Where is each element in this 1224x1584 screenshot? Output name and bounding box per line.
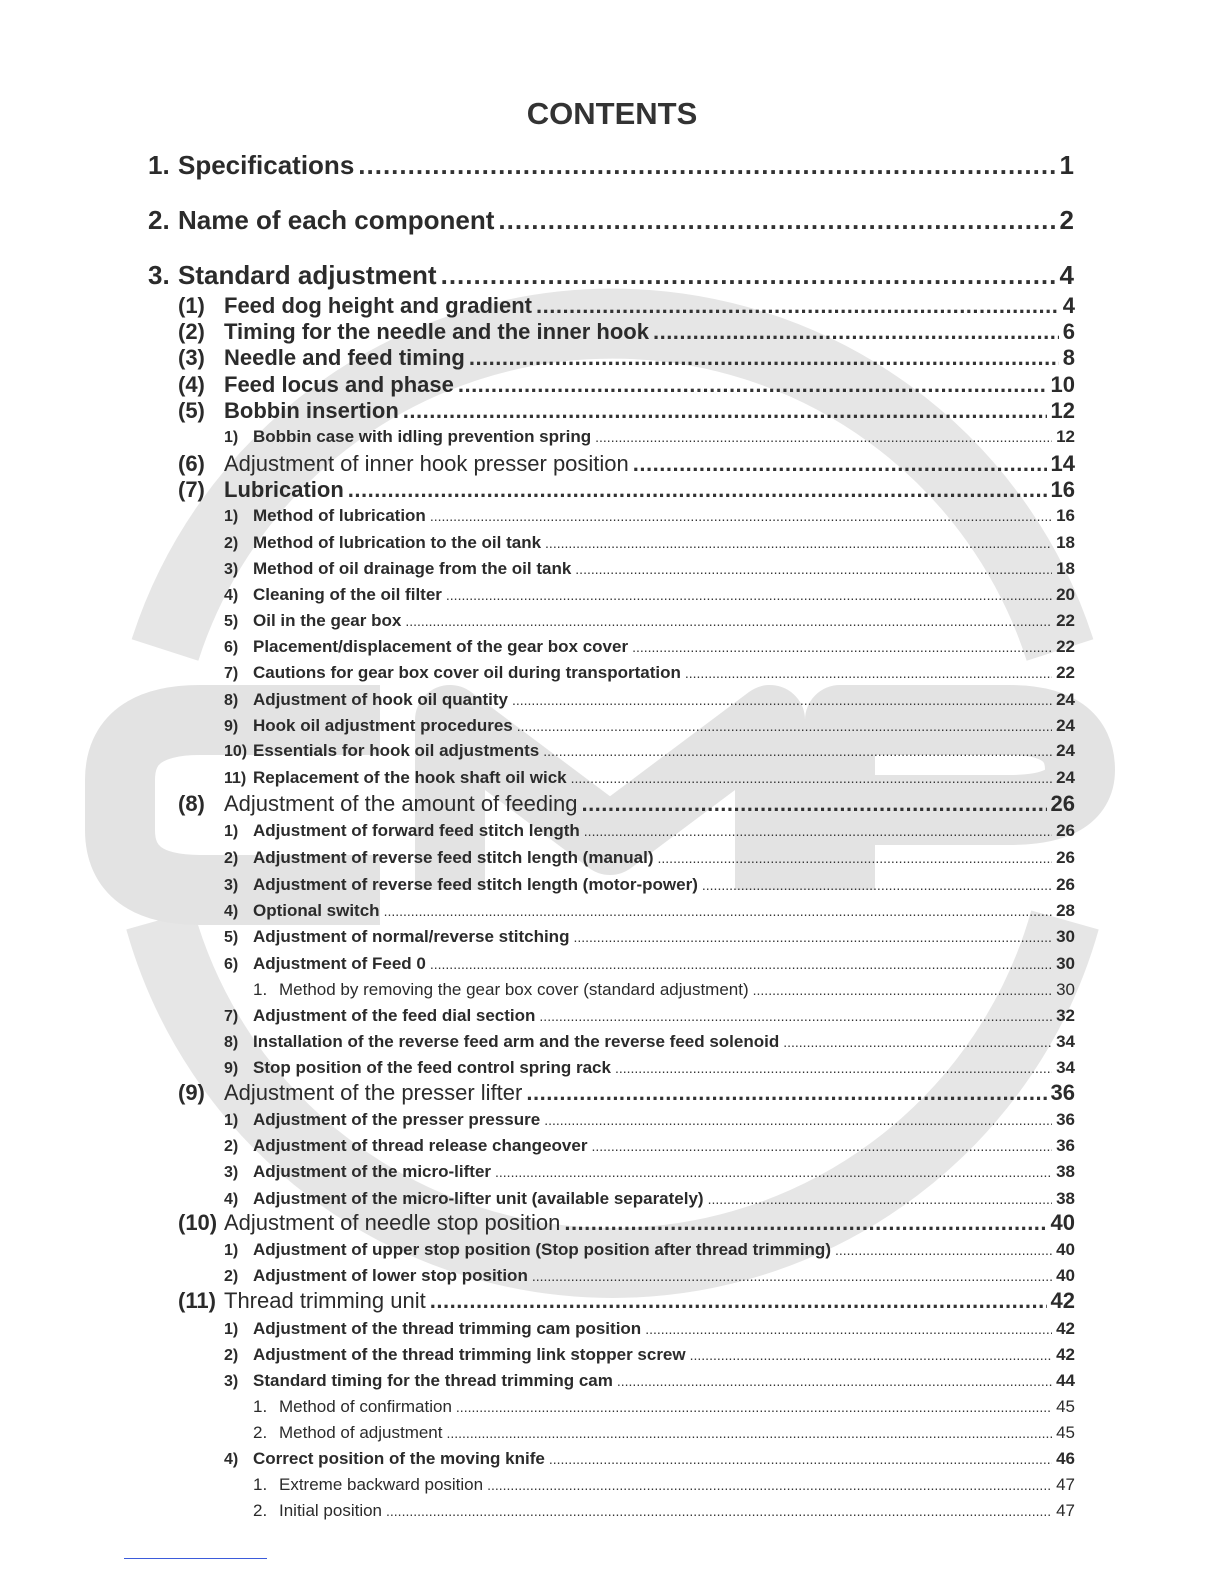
dot-leader bbox=[575, 561, 1052, 577]
toc-entry[interactable] bbox=[224, 1136, 1075, 1156]
toc-entry-number: 1) bbox=[224, 1112, 239, 1129]
dot-leader bbox=[430, 956, 1052, 972]
toc-entry-page-number: 24 bbox=[1056, 716, 1075, 735]
toc-entry-number: (7) bbox=[178, 477, 205, 502]
toc-entry[interactable] bbox=[224, 585, 1075, 605]
dot-leader bbox=[446, 587, 1052, 603]
toc-entry-label: Hook oil adjustment procedures bbox=[253, 716, 513, 735]
toc-entry-page-number: 32 bbox=[1056, 1006, 1075, 1025]
toc-entry-number: (8) bbox=[178, 791, 205, 816]
dot-leader bbox=[441, 260, 1056, 291]
toc-entry-label: Adjustment of the micro-lifter bbox=[253, 1162, 492, 1181]
toc-entry-page-number: 40 bbox=[1050, 1210, 1075, 1235]
toc-entry[interactable] bbox=[224, 637, 1075, 657]
toc-entry-page-number: 22 bbox=[1056, 637, 1075, 656]
toc-entry-page-number: 38 bbox=[1056, 1162, 1075, 1181]
toc-entry-label: Method of lubrication to the oil tank bbox=[253, 533, 542, 552]
toc-entry-page-number: 45 bbox=[1056, 1423, 1075, 1442]
toc-entry-page-number: 24 bbox=[1056, 768, 1075, 787]
dot-leader bbox=[495, 1164, 1052, 1180]
toc-entry[interactable] bbox=[224, 1058, 1075, 1078]
toc-entry-label: Adjustment of normal/reverse stitching bbox=[253, 927, 570, 946]
toc-entry-label: Adjustment of the presser lifter bbox=[224, 1080, 523, 1105]
dot-leader bbox=[685, 665, 1052, 681]
toc-entry-label: Adjustment of Feed 0 bbox=[253, 954, 426, 973]
toc-entry-page-number: 22 bbox=[1056, 611, 1075, 630]
toc-entry-label: Stop position of the feed control spring rack bbox=[253, 1058, 611, 1077]
toc-entry-page-number: 24 bbox=[1056, 690, 1075, 709]
toc-entry-page-number: 42 bbox=[1050, 1288, 1075, 1313]
toc-entry[interactable] bbox=[253, 1475, 1075, 1495]
toc-entry-page-number: 38 bbox=[1056, 1189, 1075, 1208]
toc-entry-label: Adjustment of the thread trimming link stopper screw bbox=[253, 1345, 686, 1364]
toc-entry-number: 4) bbox=[224, 1191, 239, 1208]
toc-entry-number: 2) bbox=[224, 1268, 239, 1285]
toc-entry-page-number: 26 bbox=[1050, 791, 1075, 816]
toc-entry[interactable] bbox=[224, 1189, 1075, 1209]
dot-leader bbox=[539, 1008, 1052, 1024]
toc-entry-page-number: 28 bbox=[1056, 901, 1075, 920]
toc-entry-number: 3) bbox=[224, 1373, 239, 1390]
toc-entry-label: Adjustment of lower stop position bbox=[253, 1266, 528, 1285]
toc-entry-page-number: 36 bbox=[1050, 1080, 1075, 1105]
toc-entry[interactable] bbox=[178, 1288, 1075, 1314]
dot-leader bbox=[615, 1060, 1052, 1076]
dot-leader bbox=[595, 429, 1052, 445]
toc-entry-number: 2) bbox=[224, 535, 239, 552]
toc-entry-label: Method of oil drainage from the oil tank bbox=[253, 559, 572, 578]
toc-entry-label: Adjustment of inner hook presser position bbox=[224, 451, 629, 476]
toc-entry-page-number: 40 bbox=[1056, 1266, 1075, 1285]
toc-entry-label: Initial position bbox=[279, 1501, 383, 1520]
toc-entry-label: Bobbin insertion bbox=[224, 398, 399, 423]
toc-entry[interactable] bbox=[224, 848, 1075, 868]
toc-entry-page-number: 1 bbox=[1059, 150, 1074, 180]
toc-entry-label: Method of confirmation bbox=[279, 1397, 452, 1416]
dot-leader bbox=[753, 982, 1052, 998]
toc-entry[interactable] bbox=[224, 1266, 1075, 1286]
dot-leader bbox=[653, 319, 1059, 345]
toc-entry-label: Adjustment of reverse feed stitch length (motor-power) bbox=[253, 875, 698, 894]
toc-entry[interactable] bbox=[224, 1110, 1075, 1130]
toc-entry-label: Adjustment of needle stop position bbox=[224, 1210, 561, 1235]
dot-leader bbox=[386, 1503, 1052, 1519]
toc-entry-label: Essentials for hook oil adjustments bbox=[253, 741, 540, 760]
dot-leader bbox=[526, 1080, 1046, 1106]
toc-entry-number: 4) bbox=[224, 1451, 239, 1468]
toc-entry[interactable] bbox=[224, 1449, 1075, 1469]
dot-leader bbox=[581, 791, 1046, 817]
toc-entry-page-number: 26 bbox=[1056, 875, 1075, 894]
toc-entry[interactable] bbox=[224, 1371, 1075, 1391]
toc-entry[interactable] bbox=[224, 1162, 1075, 1182]
toc-entry-number: (3) bbox=[178, 345, 205, 370]
toc-entry-label: Standard adjustment bbox=[178, 260, 437, 290]
toc-entry-number: (4) bbox=[178, 372, 205, 397]
toc-entry-number: 3) bbox=[224, 561, 239, 578]
dot-leader bbox=[564, 1210, 1046, 1236]
toc-entry-label: Adjustment of the feed dial section bbox=[253, 1006, 536, 1025]
toc-entry[interactable] bbox=[224, 506, 1075, 526]
dot-leader bbox=[498, 205, 1055, 236]
toc-entry-number: 3) bbox=[224, 877, 239, 894]
toc-entry-label: Adjustment of the amount of feeding bbox=[224, 791, 578, 816]
toc-entry-number: 6) bbox=[224, 956, 239, 973]
toc-entry-page-number: 47 bbox=[1056, 1475, 1075, 1494]
dot-leader bbox=[573, 929, 1052, 945]
toc-entry-number: 5) bbox=[224, 613, 239, 630]
toc-entry-page-number: 36 bbox=[1056, 1136, 1075, 1155]
toc-entry[interactable] bbox=[224, 663, 1075, 683]
toc-entry[interactable] bbox=[224, 901, 1075, 921]
toc-entry[interactable] bbox=[253, 980, 1075, 1000]
toc-entry-number: 6) bbox=[224, 639, 239, 656]
toc-entry[interactable] bbox=[253, 1397, 1075, 1417]
toc-entry[interactable] bbox=[178, 1080, 1075, 1106]
toc-entry-label: Adjustment of upper stop position (Stop position after thread trimming) bbox=[253, 1240, 831, 1259]
toc-entry[interactable] bbox=[148, 260, 1074, 291]
toc-entry-label: Adjustment of thread release changeover bbox=[253, 1136, 588, 1155]
dot-leader bbox=[469, 345, 1059, 371]
toc-entry-label: Placement/displacement of the gear box cover bbox=[253, 637, 629, 656]
toc-entry-page-number: 47 bbox=[1056, 1501, 1075, 1520]
dot-leader bbox=[456, 1399, 1052, 1415]
toc-entry-page-number: 24 bbox=[1056, 741, 1075, 760]
toc-entry-label: Adjustment of reverse feed stitch length (manual) bbox=[253, 848, 654, 867]
toc-entry-label: Adjustment of forward feed stitch length bbox=[253, 821, 580, 840]
dot-leader bbox=[708, 1191, 1052, 1207]
toc-entry-number: 1) bbox=[224, 429, 239, 446]
toc-entry-label: Cautions for gear box cover oil during transportation bbox=[253, 663, 681, 682]
dot-leader bbox=[430, 508, 1052, 524]
toc-entry-page-number: 34 bbox=[1056, 1032, 1075, 1051]
toc-entry-page-number: 4 bbox=[1062, 293, 1075, 318]
toc-entry-number: (5) bbox=[178, 398, 205, 423]
toc-entry-number: 1) bbox=[224, 1321, 239, 1338]
dot-leader bbox=[549, 1451, 1052, 1467]
toc-entry-number: 1. bbox=[253, 980, 268, 999]
dot-leader bbox=[403, 398, 1047, 424]
toc-entry[interactable] bbox=[253, 1501, 1075, 1521]
toc-entry[interactable] bbox=[178, 319, 1075, 345]
dot-leader bbox=[645, 1321, 1052, 1337]
toc-entry-label: Replacement of the hook shaft oil wick bbox=[253, 768, 567, 787]
toc-entry[interactable] bbox=[224, 1032, 1075, 1052]
toc-entry-number: 1) bbox=[224, 1242, 239, 1259]
toc-entry[interactable] bbox=[224, 559, 1075, 579]
toc-entry-number: (10) bbox=[178, 1210, 218, 1235]
toc-entry-page-number: 44 bbox=[1056, 1371, 1075, 1390]
toc-entry-number: 2) bbox=[224, 1138, 239, 1155]
toc-entry-page-number: 18 bbox=[1056, 559, 1075, 578]
toc-entry-page-number: 2 bbox=[1059, 205, 1074, 235]
toc-entry-number: 1. bbox=[253, 1397, 268, 1416]
toc-entry-page-number: 42 bbox=[1056, 1345, 1075, 1364]
dot-leader bbox=[358, 150, 1055, 181]
toc-entry-page-number: 46 bbox=[1056, 1449, 1075, 1468]
dot-leader bbox=[458, 372, 1047, 398]
toc-entry-label: Method by removing the gear box cover (standard adjustment) bbox=[279, 980, 749, 999]
toc-entry-page-number: 36 bbox=[1056, 1110, 1075, 1129]
toc-entry-label: Adjustment of the presser pressure bbox=[253, 1110, 541, 1129]
toc-entry-page-number: 34 bbox=[1056, 1058, 1075, 1077]
dot-leader bbox=[532, 1268, 1052, 1284]
toc-entry-label: Adjustment of hook oil quantity bbox=[253, 690, 508, 709]
toc-entry[interactable] bbox=[224, 690, 1075, 710]
toc-entry-label: Bobbin case with idling prevention spring bbox=[253, 427, 592, 446]
toc-entry-label: Standard timing for the thread trimming cam bbox=[253, 1371, 613, 1390]
dot-leader bbox=[487, 1477, 1052, 1493]
toc-entry-number: 1. bbox=[253, 1475, 268, 1494]
dot-leader bbox=[446, 1425, 1052, 1441]
toc-entry-label: Specifications bbox=[178, 150, 355, 180]
dot-leader bbox=[512, 692, 1052, 708]
toc-entry[interactable] bbox=[224, 611, 1075, 631]
toc-entry-label: Adjustment of the thread trimming cam position bbox=[253, 1319, 642, 1338]
toc-entry[interactable] bbox=[224, 716, 1075, 736]
toc-entry-page-number: 30 bbox=[1056, 954, 1075, 973]
dot-leader bbox=[835, 1242, 1052, 1258]
toc-entry-label: Needle and feed timing bbox=[224, 345, 465, 370]
dot-leader bbox=[517, 718, 1052, 734]
dot-leader bbox=[543, 743, 1052, 759]
dot-leader bbox=[430, 1288, 1047, 1314]
toc-entry-number: (1) bbox=[178, 293, 205, 318]
toc-entry[interactable] bbox=[224, 1319, 1075, 1339]
toc-entry-label: Extreme backward position bbox=[279, 1475, 484, 1494]
toc-entry-label: Cleaning of the oil filter bbox=[253, 585, 442, 604]
toc-entry-number: 5) bbox=[224, 929, 239, 946]
toc-entry[interactable] bbox=[224, 1006, 1075, 1026]
toc-entry-number: 2. bbox=[253, 1501, 268, 1520]
toc-entry[interactable] bbox=[178, 398, 1075, 424]
toc-entry-number: (11) bbox=[178, 1288, 216, 1313]
toc-entry-number: 1) bbox=[224, 508, 239, 525]
toc-entry-page-number: 10 bbox=[1050, 372, 1075, 397]
toc-entry-number: (6) bbox=[178, 451, 205, 476]
toc-entry[interactable] bbox=[148, 150, 1074, 181]
toc-entry-number: 2. bbox=[253, 1423, 268, 1442]
toc-entry-page-number: 26 bbox=[1056, 848, 1075, 867]
dot-leader bbox=[545, 535, 1052, 551]
dot-leader bbox=[571, 770, 1052, 786]
dot-leader bbox=[348, 477, 1047, 503]
toc-entry-number: 2) bbox=[224, 1347, 239, 1364]
toc-entry-number: 11) bbox=[224, 770, 247, 787]
toc-entry[interactable] bbox=[178, 477, 1075, 503]
toc-entry[interactable] bbox=[224, 954, 1075, 974]
toc-entry[interactable] bbox=[224, 533, 1075, 553]
dot-leader bbox=[702, 877, 1052, 893]
toc-entry[interactable] bbox=[224, 768, 1075, 788]
toc-entry-label: Timing for the needle and the inner hook bbox=[224, 319, 649, 344]
toc-entry-page-number: 8 bbox=[1062, 345, 1075, 370]
dot-leader bbox=[591, 1138, 1052, 1154]
toc-entry[interactable] bbox=[253, 1423, 1075, 1443]
toc-entry[interactable] bbox=[178, 791, 1075, 817]
toc-entry-number: 3) bbox=[224, 1164, 239, 1181]
toc-entry-label: Oil in the gear box bbox=[253, 611, 402, 630]
dot-leader bbox=[405, 613, 1052, 629]
toc-entry-label: Optional switch bbox=[253, 901, 380, 920]
toc-entry-label: Correct position of the moving knife bbox=[253, 1449, 545, 1468]
toc-entry-number: 7) bbox=[224, 1008, 239, 1025]
toc-entry[interactable] bbox=[224, 927, 1075, 947]
toc-entry-label: Feed dog height and gradient bbox=[224, 293, 532, 318]
footer-rule bbox=[124, 1558, 267, 1559]
toc-entry[interactable] bbox=[178, 451, 1075, 477]
toc-entry-number: 8) bbox=[224, 692, 239, 709]
toc-entry-number: 2. bbox=[148, 205, 170, 235]
toc-entry-page-number: 12 bbox=[1056, 427, 1075, 446]
toc-entry[interactable] bbox=[224, 427, 1075, 447]
dot-leader bbox=[690, 1347, 1052, 1363]
toc-entry-number: 1) bbox=[224, 823, 239, 840]
page-title: CONTENTS bbox=[526, 96, 698, 131]
toc-entry-page-number: 26 bbox=[1056, 821, 1075, 840]
toc-entry-number: (2) bbox=[178, 319, 205, 344]
dot-leader bbox=[783, 1034, 1052, 1050]
toc-entry-number: (9) bbox=[178, 1080, 205, 1105]
dot-leader bbox=[632, 639, 1052, 655]
toc-entry[interactable] bbox=[224, 821, 1075, 841]
toc-entry-page-number: 14 bbox=[1050, 451, 1075, 476]
toc-entry-label: Method of adjustment bbox=[279, 1423, 443, 1442]
toc-entry[interactable] bbox=[148, 205, 1074, 236]
toc-entry-page-number: 45 bbox=[1056, 1397, 1075, 1416]
toc-entry[interactable] bbox=[178, 345, 1075, 371]
toc-entry-number: 4) bbox=[224, 903, 239, 920]
toc-entry-label: Name of each component bbox=[178, 205, 495, 235]
toc-entry-page-number: 20 bbox=[1056, 585, 1075, 604]
dot-leader bbox=[617, 1373, 1052, 1389]
toc-entry-page-number: 30 bbox=[1056, 980, 1075, 999]
toc-entry-label: Lubrication bbox=[224, 477, 344, 502]
dot-leader bbox=[633, 451, 1047, 477]
toc-entry-label: Method of lubrication bbox=[253, 506, 426, 525]
toc-entry[interactable] bbox=[224, 875, 1075, 895]
toc-entry-page-number: 6 bbox=[1062, 319, 1075, 344]
toc-entry[interactable] bbox=[178, 1210, 1075, 1236]
toc-entry-number: 7) bbox=[224, 665, 239, 682]
dot-leader bbox=[536, 293, 1059, 319]
toc-entry-page-number: 40 bbox=[1056, 1240, 1075, 1259]
toc-entry-label: Feed locus and phase bbox=[224, 372, 454, 397]
toc-entry-page-number: 16 bbox=[1050, 477, 1075, 502]
toc-entry-label: Thread trimming unit bbox=[224, 1288, 426, 1313]
toc-entry-number: 9) bbox=[224, 1060, 239, 1077]
dot-leader bbox=[584, 823, 1052, 839]
dot-leader bbox=[384, 903, 1053, 919]
toc-entry-number: 1. bbox=[148, 150, 170, 180]
toc-entry[interactable] bbox=[224, 741, 1075, 761]
toc-entry-page-number: 22 bbox=[1056, 663, 1075, 682]
toc-entry-page-number: 42 bbox=[1056, 1319, 1075, 1338]
toc-entry-page-number: 12 bbox=[1050, 398, 1075, 423]
toc-entry-number: 3. bbox=[148, 260, 170, 290]
toc-entry[interactable] bbox=[178, 372, 1075, 398]
toc-entry-page-number: 4 bbox=[1059, 260, 1074, 290]
dot-leader bbox=[658, 850, 1053, 866]
toc-entry-number: 4) bbox=[224, 587, 239, 604]
toc-entry-page-number: 30 bbox=[1056, 927, 1075, 946]
toc-entry-number: 9) bbox=[224, 718, 239, 735]
toc-entry-page-number: 16 bbox=[1056, 506, 1075, 525]
toc-entry[interactable] bbox=[224, 1345, 1075, 1365]
toc-entry-label: Installation of the reverse feed arm and the reverse feed solenoid bbox=[253, 1032, 780, 1051]
toc-entry[interactable] bbox=[224, 1240, 1075, 1260]
dot-leader bbox=[544, 1112, 1052, 1128]
toc-entry-page-number: 18 bbox=[1056, 533, 1075, 552]
toc-entry[interactable] bbox=[178, 293, 1075, 319]
toc-entry-number: 2) bbox=[224, 850, 239, 867]
toc-entry-number: 10) bbox=[224, 743, 248, 760]
toc-entry-number: 8) bbox=[224, 1034, 239, 1051]
toc-entry-label: Adjustment of the micro-lifter unit (available separately) bbox=[253, 1189, 704, 1208]
